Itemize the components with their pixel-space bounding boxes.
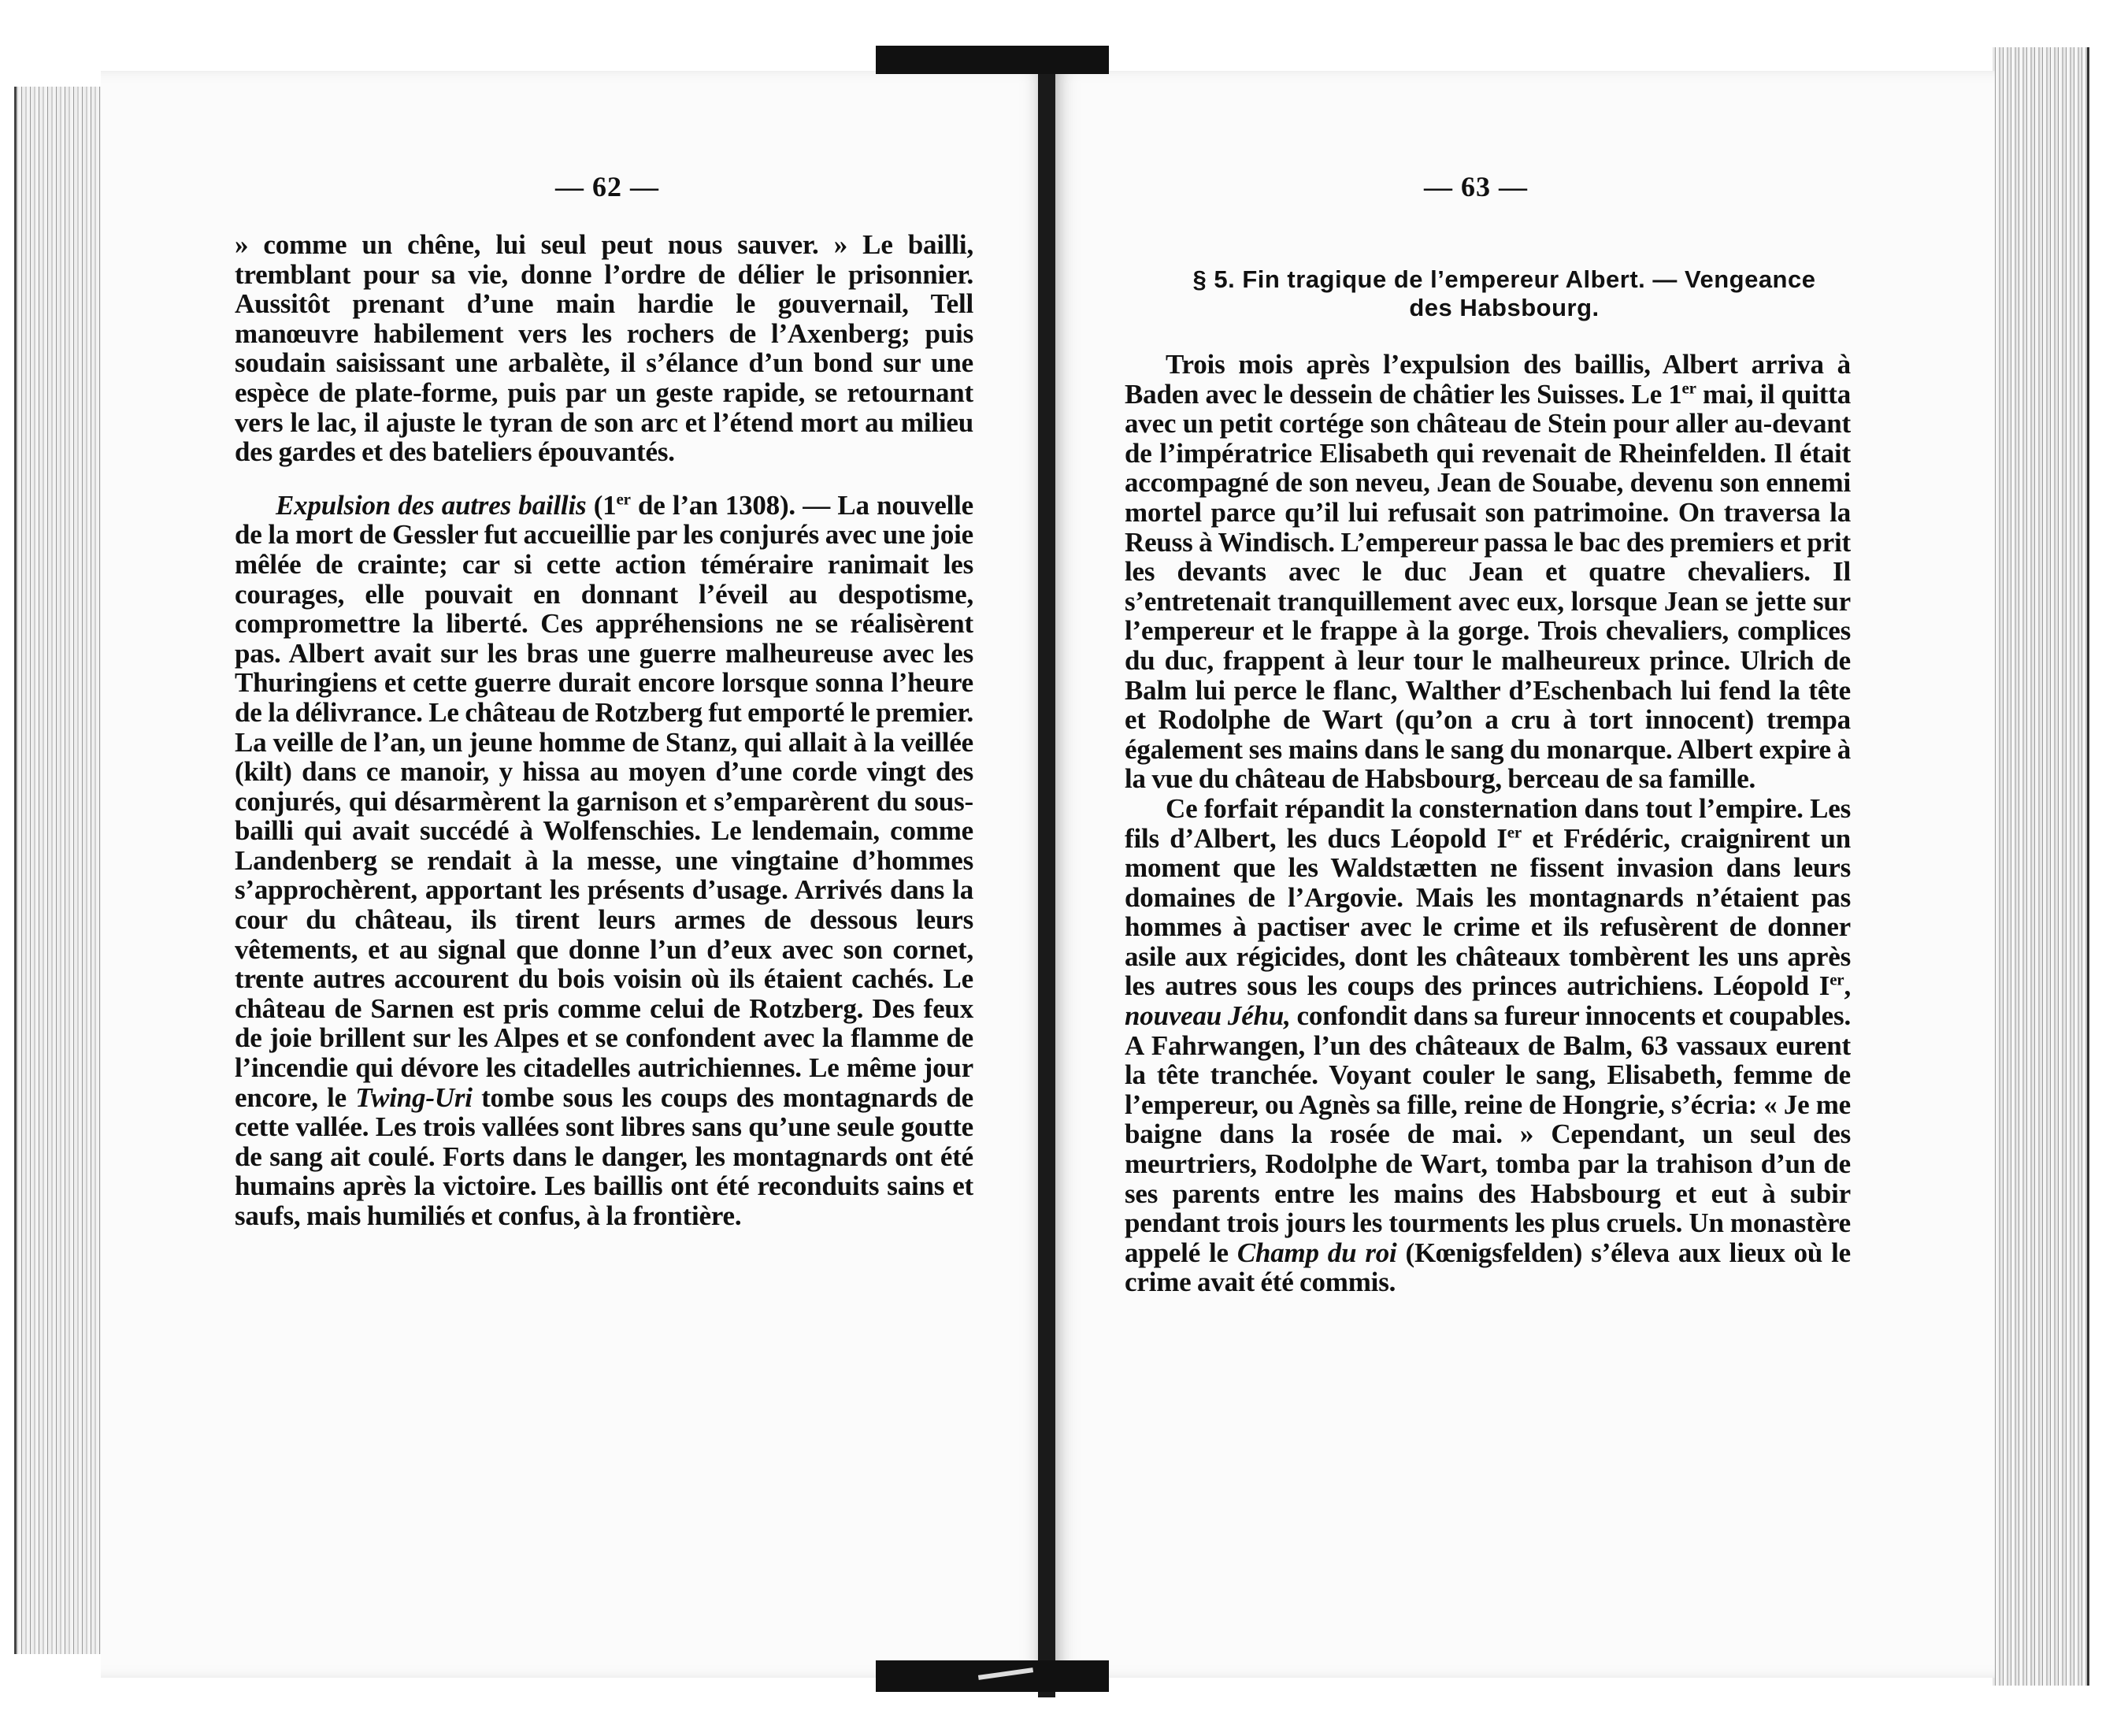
- text-run: (Kœnigsfelden) s’éleva aux lieux où le crime avait été commis.: [1125, 1237, 1851, 1298]
- right_page-paragraph: [1125, 794, 1851, 1297]
- superscript: er: [1830, 970, 1844, 989]
- left_page-paragraph: [235, 491, 973, 1231]
- superscript: er: [1507, 822, 1522, 841]
- text-run: Trois mois après l’expulsion des baillis, Albert arriva à Baden avec le dessein de châtier les Suisses. Le 1: [1125, 349, 1851, 410]
- text-run: (1: [586, 489, 617, 521]
- italic-text: Twing-Uri: [355, 1081, 473, 1113]
- right-page-body: [1125, 350, 1851, 1297]
- section-heading: [1126, 265, 1882, 322]
- page-edges-right: [1993, 47, 2089, 1686]
- right_page-paragraph: [1125, 350, 1851, 794]
- text-run: mai, il quitta avec un petit cortége son château de Stein pour aller au-devant de l’impératrice Elisabeth qui revenait de Rheinfelden. Il était accompagné de son neveu, Jean de Souabe, devenu son ennemi mortel parce qu’il lui refusait son patrimoine. On traversa la Reuss à Windisch. L’empereur passa le bac des premiers et prit les devants avec le duc Jean et quatre chevaliers. Il s’entretenait tranquillement avec eux, lorsque Jean se jette sur l’empereur et le frappe à la gorge. Trois chevaliers, complices du duc, frappent à leur tour le malheureux prince. Ulrich de Balm lui perce le flanc, Walther d’Eschenbach lui fend la tête et Rodolphe de Wart (qu’on a cru à tort innocent) trempa également ses mains dans le sang du monarque. Albert expire à la vue du château de Habsbourg, berceau de sa famille.: [1125, 378, 1852, 795]
- text-run: tombe sous les coups des montagnards de cette vallée. Les trois vallées sont libres sans qu’une seule goutte de sang ait coulé. Forts dans le danger, les montagnards ont été humains après la victoire. Les baillis ont été reconduits sains et saufs, mais humiliés et confus, à la frontière.: [235, 1081, 974, 1231]
- text-run: ,: [1844, 970, 1851, 1002]
- text-run: de l’an 1308). — La nouvelle de la mort de Gessler fut accueillie par les conjurés avec une joie mêlée de crainte; car si cette action téméraire ranimait les courages, elle pouvait en donnant l’éveil au despotisme, compromettre la liberté. Ces appréhensions ne se réalisèrent pas. Albert avait sur les bras une guerre malheureuse avec les Thuringiens et cette guerre durait encore lorsque sonna l’heure de la délivrance. Le château de Rotzberg fut emporté le premier. La veille de l’an, un jeune homme de Stanz, qui allait à la veillée (kilt) dans ce manoir, y hissa au moyen d’une corde vingt des conjurés, qui désarmèrent la garnison et s’emparèrent du sous-bailli qui avait succédé à Wolfenschies. Le lendemain, comme Landenberg se rendait à la messe, une vingtaine d’hommes s’approchèrent, apportant les présents d’usage. Arrivés dans la cour du château, ils tirent leurs armes de dessous leurs vêtements, et au signal que donne l’un d’eux avec son cornet, trente autres accourent du bois voisin où ils étaient cachés. Le château de Sarnen est pris comme celui de Rotzberg. Des feux de joie brillent sur les Alpes et se confondent avec la flamme de l’incendie qui dévore les citadelles autrichiennes. Le même jour encore, le: [235, 489, 973, 1113]
- page-number-right: — 63 —: [1424, 171, 1528, 202]
- text-run: Ce forfait répandit la consternation dans tout l’empire. Les fils d’Albert, les ducs Léopold I: [1125, 792, 1851, 854]
- book-clamp-bottom: [876, 1660, 1109, 1692]
- page-number-left: — 62 —: [555, 171, 659, 202]
- clamp-reflection: [978, 1667, 1033, 1680]
- left-page-body: [235, 230, 973, 1231]
- italic-text: Champ du roi: [1236, 1237, 1397, 1268]
- italic-text: nouveau Jéhu,: [1125, 1000, 1291, 1032]
- text-run: » comme un chêne, lui seul peut nous sauver. » Le bailli, tremblant pour sa vie, donne l’ordre de délier le prisonnier. Aussitôt prenant d’une main hardie le gouvernail, Tell manœuvre habilement vers les rochers de l’Axenberg; puis soudain saisissant une arbalète, il s’élance d’un bond sur une espèce de plate-forme, puis par un geste rapide, se retournant vers le lac, il ajuste le tyran de son arc et l’étend mort au milieu des gardes et des bateliers épouvantés.: [235, 229, 973, 468]
- text-run: confondit dans sa fureur innocents et coupables. A Fahrwangen, l’un des châteaux de Balm, 63 vassaux eurent la tête tranchée. Voyant couler le sang, Elisabeth, femme de l’empereur, ou Agnès sa fille, reine de Hongrie, s’écria: « Je me baigne dans la rosée de mai. » Cependant, un seul des meurtriers, Rodolphe de Wart, tomba par la trahison d’un de ses parents entre les mains des Habsbourg et eut à subir pendant trois jours les tourments les plus cruels. Un monastère appelé le: [1125, 1000, 1851, 1268]
- page-edges-left: [14, 87, 105, 1654]
- text-run: et Frédéric, craignirent un moment que les Waldstætten ne fissent invasion dans leurs domaines de l’Argovie. Mais les montagnards n’étaient pas hommes à pactiser avec le crime et ils refusèrent de donner asile aux régicides, dont les châteaux tombèrent les uns après les autres sous les coups des princes autrichiens. Léopold I: [1125, 822, 1851, 1002]
- superscript: er: [1681, 377, 1696, 397]
- italic-text: Expulsion des autres baillis: [276, 489, 587, 521]
- superscript: er: [616, 489, 631, 509]
- book-clamp-top: [876, 46, 1109, 74]
- book-gutter: [1038, 59, 1055, 1697]
- left_page-paragraph: [235, 230, 973, 467]
- section-heading-line-2: des Habsbourg.: [1409, 294, 1600, 321]
- section-heading-line-1: § 5. Fin tragique de l’empereur Albert. — Vengeance: [1192, 265, 1816, 293]
